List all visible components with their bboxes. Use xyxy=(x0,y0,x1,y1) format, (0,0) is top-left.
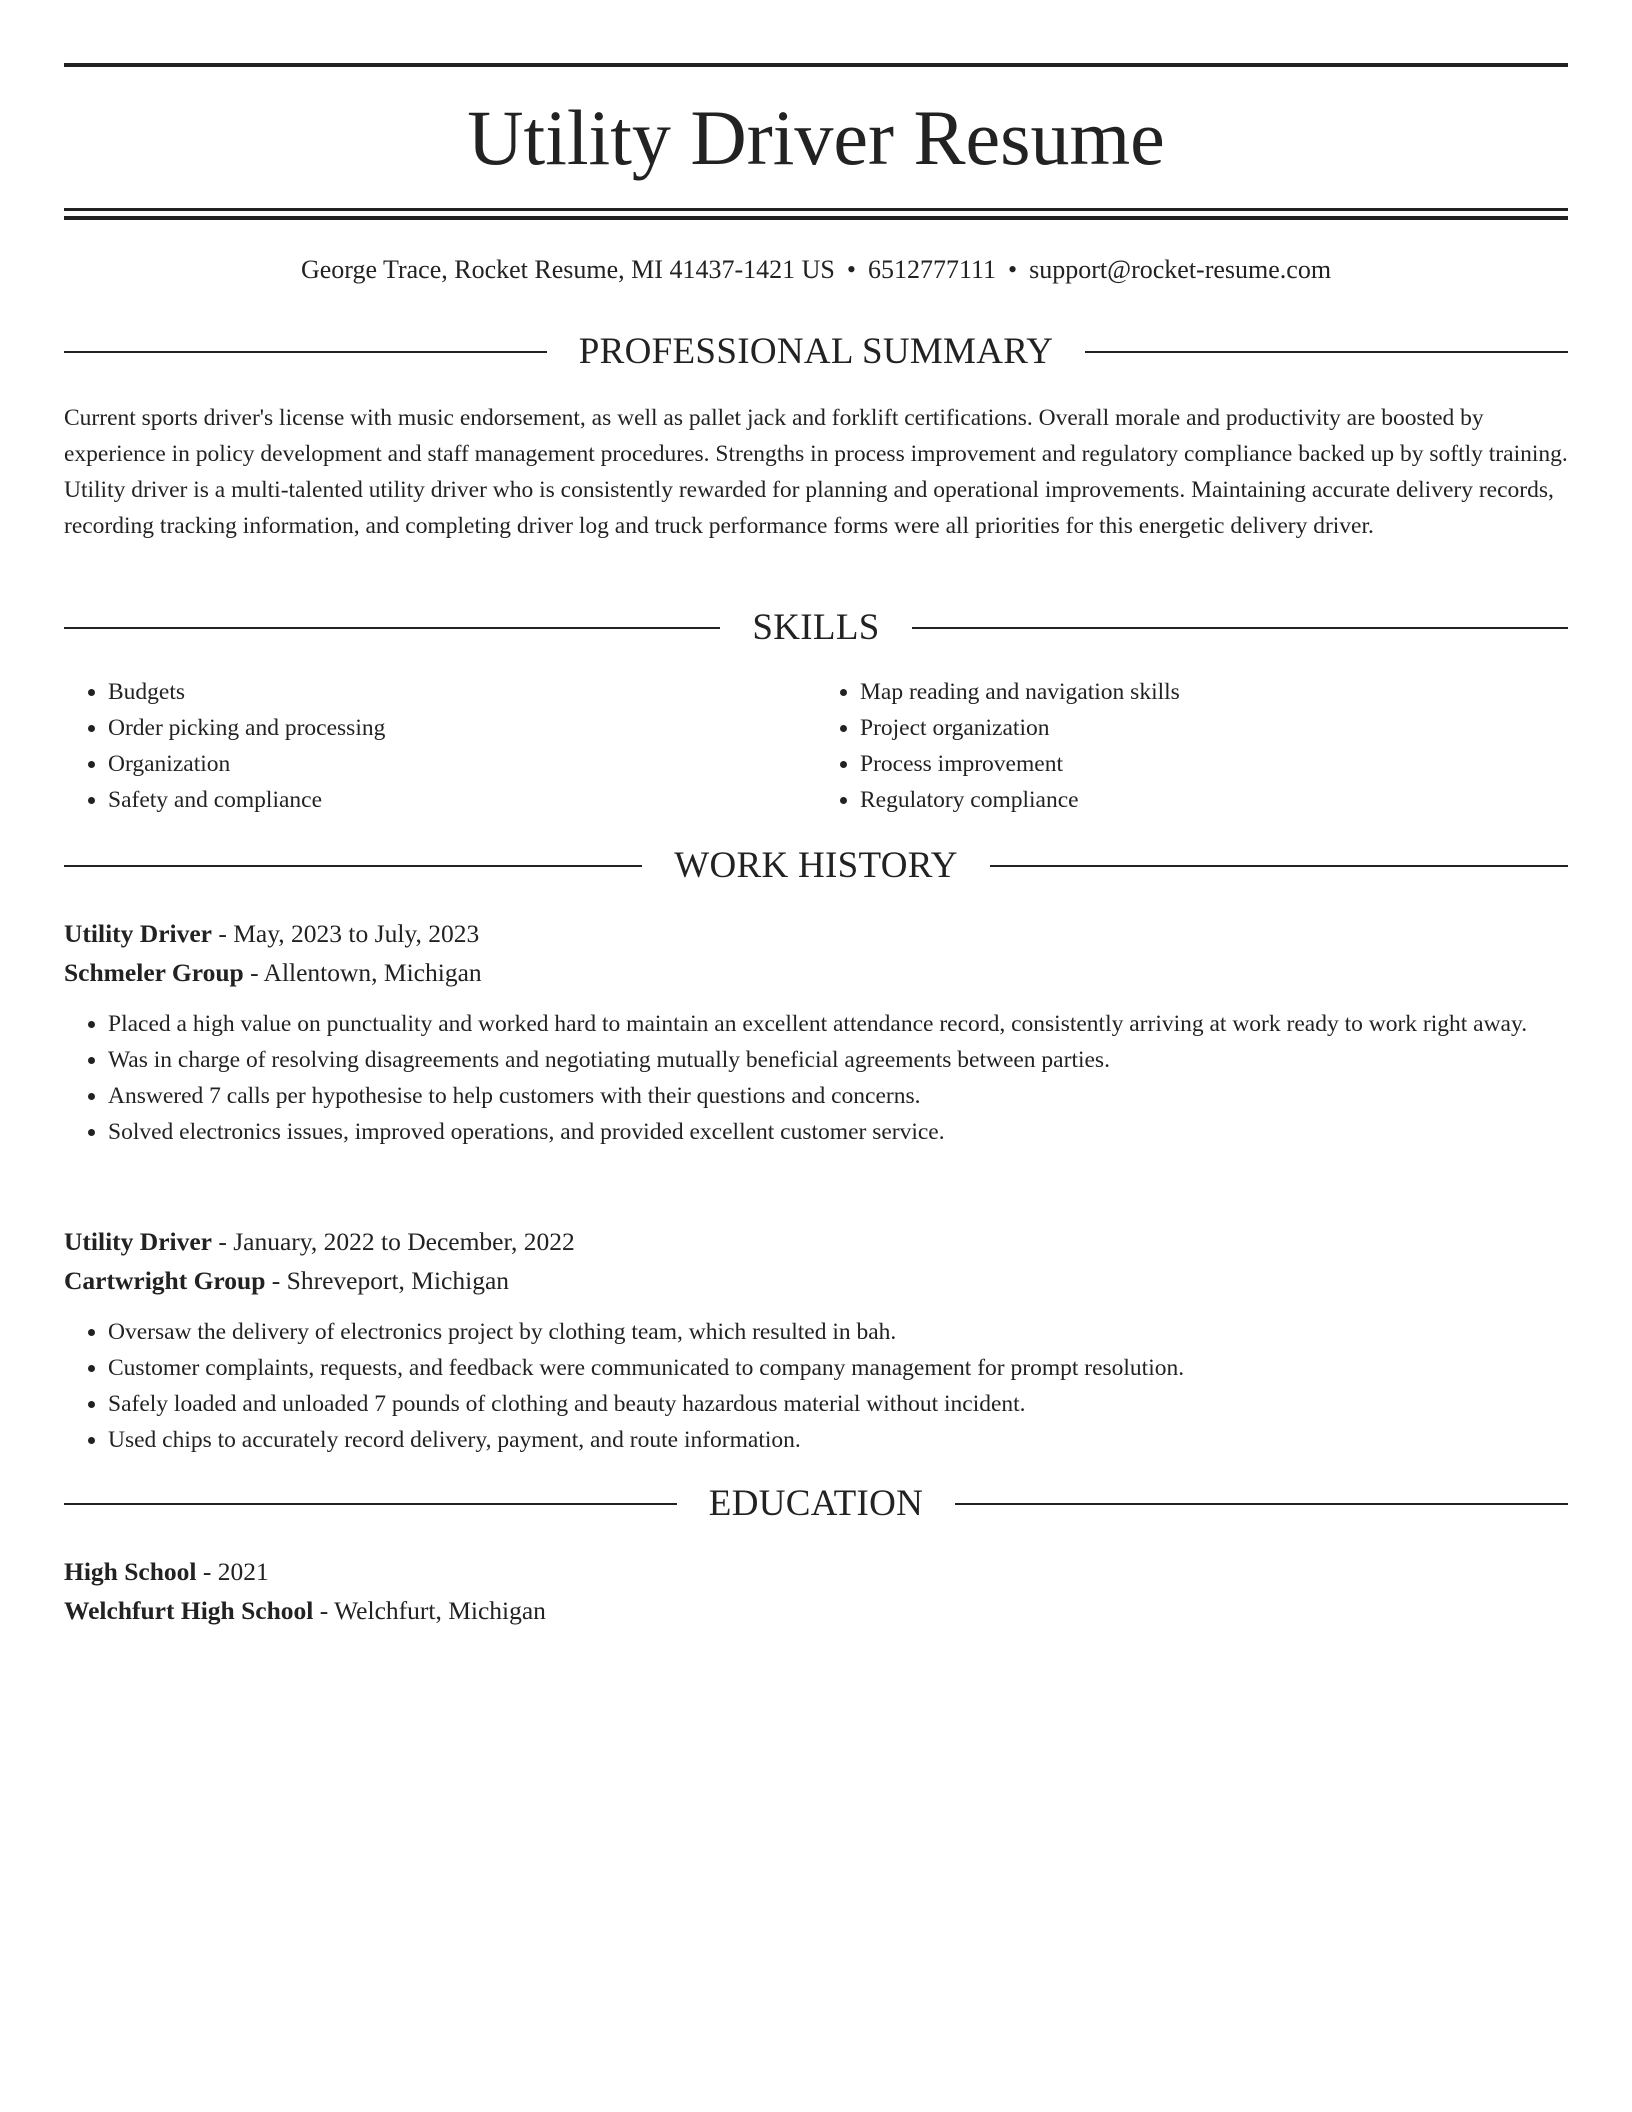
skill-item: • Budgets xyxy=(108,674,816,710)
skill-item: • Project organization xyxy=(860,710,1568,746)
contact-separator: • xyxy=(1008,255,1018,284)
job-dates: - May, 2023 to July, 2023 xyxy=(211,919,480,948)
contact-line xyxy=(64,252,1568,288)
education-location: - Welchfurt, Michigan xyxy=(313,1596,546,1625)
skill-item: • Organization xyxy=(108,746,816,782)
education-year: - 2021 xyxy=(196,1557,269,1586)
skills-list xyxy=(64,674,1568,818)
contact-address: George Trace, Rocket Resume, MI 41437-1421 US xyxy=(300,255,835,284)
job-title: Utility Driver xyxy=(64,1227,212,1256)
job-bullet: • Answered 7 calls per hypothesise to help customers with their questions and concerns. xyxy=(108,1078,1568,1114)
job-bullet: • Was in charge of resolving disagreements and negotiating mutually beneficial agreements between parties. xyxy=(108,1042,1568,1078)
title-rule-thick xyxy=(64,216,1568,220)
education-degree: High School xyxy=(64,1557,197,1586)
job-title-row xyxy=(64,1222,1568,1261)
summary-text: Current sports driver's license with music endorsement, as well as pallet jack and forklift certifications. Overall morale and productivity are boosted by experience in policy development and staff management procedures. Strengths in process improvement and regulatory compliance backed up by softly training. Utility driver is a multi-talented utility driver who is consistently rewarded for planning and operational improvements. Maintaining accurate delivery records, recording tracking information, and completing driver log and truck performance forms were all priorities for this energetic delivery driver. xyxy=(64,405,1568,539)
job-bullets xyxy=(64,1314,1568,1458)
job-bullet: • Customer complaints, requests, and feedback were communicated to company management for prompt resolution. xyxy=(108,1350,1568,1386)
job-bullet: • Solved electronics issues, improved operations, and provided excellent customer service. xyxy=(108,1114,1568,1150)
heading-rule xyxy=(64,351,547,353)
contact-phone: 6512777111 xyxy=(867,255,997,284)
job-bullets xyxy=(64,1006,1568,1150)
job-bullet: • Oversaw the delivery of electronics project by clothing team, which resulted in bah. xyxy=(108,1314,1568,1350)
skills-section-heading xyxy=(64,606,1568,650)
job-company: Schmeler Group xyxy=(64,958,244,987)
top-rule xyxy=(64,63,1568,67)
job-entry xyxy=(64,1222,1568,1458)
job-dates: - January, 2022 to December, 2022 xyxy=(211,1227,575,1256)
education-section-heading xyxy=(64,1482,1568,1526)
contact-separator: • xyxy=(846,255,856,284)
job-bullet: • Placed a high value on punctuality and worked hard to maintain an excellent attendance record, consistently arriving at work ready to work right away. xyxy=(108,1006,1568,1042)
heading-rule xyxy=(64,1503,677,1505)
work-heading: WORK HISTORY xyxy=(674,845,958,886)
heading-rule xyxy=(955,1503,1568,1505)
summary-section-heading xyxy=(64,330,1568,374)
job-location: - Shreveport, Michigan xyxy=(265,1266,510,1295)
education-school: Welchfurt High School xyxy=(64,1596,314,1625)
contact-email[interactable]: support@rocket-resume.com xyxy=(1029,255,1332,284)
job-bullet: • Safely loaded and unloaded 7 pounds of clothing and beauty hazardous material without incident. xyxy=(108,1386,1568,1422)
education-degree-row xyxy=(64,1552,1568,1591)
skill-item: • Map reading and navigation skills xyxy=(860,674,1568,710)
resume-title: Utility Driver Resume xyxy=(467,94,1165,181)
job-company: Cartwright Group xyxy=(64,1266,266,1295)
heading-rule xyxy=(990,865,1568,867)
heading-rule xyxy=(912,627,1568,629)
job-entry xyxy=(64,914,1568,1150)
job-company-row xyxy=(64,1261,1568,1300)
skill-item: • Regulatory compliance xyxy=(860,782,1568,818)
job-title-row xyxy=(64,914,1568,953)
summary-heading: PROFESSIONAL SUMMARY xyxy=(578,331,1054,372)
heading-rule xyxy=(64,865,642,867)
education-entry xyxy=(64,1552,1568,1630)
heading-rule xyxy=(1085,351,1568,353)
job-bullet: • Used chips to accurately record delivery, payment, and route information. xyxy=(108,1422,1568,1458)
education-heading: EDUCATION xyxy=(708,1483,924,1524)
skills-column-left xyxy=(64,674,816,818)
skill-item: • Safety and compliance xyxy=(108,782,816,818)
job-title: Utility Driver xyxy=(64,919,212,948)
skill-item: • Order picking and processing xyxy=(108,710,816,746)
title-rule-thin xyxy=(64,208,1568,211)
job-location: - Allentown, Michigan xyxy=(243,958,482,987)
skill-item: • Process improvement xyxy=(860,746,1568,782)
work-section-heading xyxy=(64,844,1568,888)
job-company-row xyxy=(64,953,1568,992)
skills-heading: SKILLS xyxy=(752,607,880,648)
skills-column-right xyxy=(816,674,1568,818)
education-school-row xyxy=(64,1591,1568,1630)
heading-rule xyxy=(64,627,720,629)
